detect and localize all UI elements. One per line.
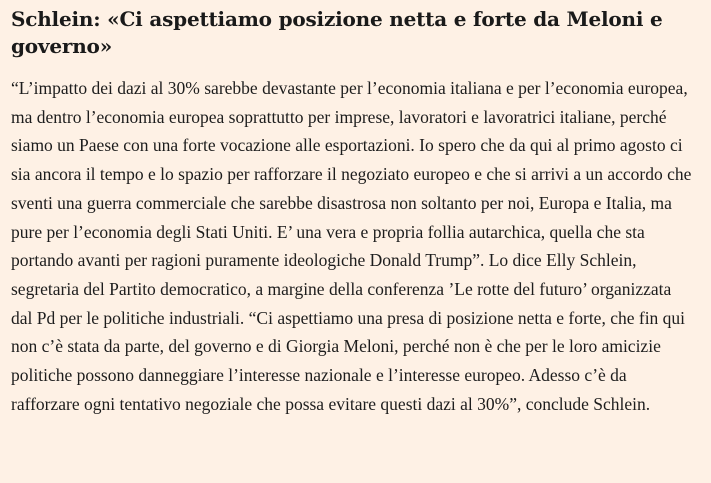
article-body: “L’impatto dei dazi al 30% sarebbe devastante per l’economia italiana e per l’economia europea, ma dentro l’economia europea soprattutto per imprese, lavoratori e lavoratrici italiane, perché siamo un Paese con una forte vocazione alle esportazioni. Io spero che da qui al primo agosto ci sia ancora il tempo e lo spazio per rafforzare il negoziato europeo e che si arrivi a un accordo che sventi una guerra commerciale che sarebbe disastrosa non soltanto per noi, Europa e Italia, ma pure per l’economia degli Stati Uniti. E’ una vera e propria follia autarchica, quella che sta portando avanti per ragioni puramente ideologiche Donald Trump”. Lo dice Elly Schlein, segretaria del Partito democratico, a margine della conferenza ’Le rotte del futuro’ organizzata dal Pd per le politiche industriali. “Ci aspettiamo una presa di posizione netta e forte, che fin qui non c’è stata da parte, del governo e di Giorgia Meloni, perché non è che per le loro amicizie politiche possono danneggiare l’interesse nazionale e l’interesse europeo. Adesso c’è da rafforzare ogni tentativo negoziale che possa evitare questi dazi al 30%”, conclude Schlein. bbox=[11, 78, 692, 414]
news-article bbox=[11, 6, 693, 418]
article-headline: Schlein: «Ci aspettiamo posizione netta e forte da Meloni e governo» bbox=[11, 7, 663, 58]
